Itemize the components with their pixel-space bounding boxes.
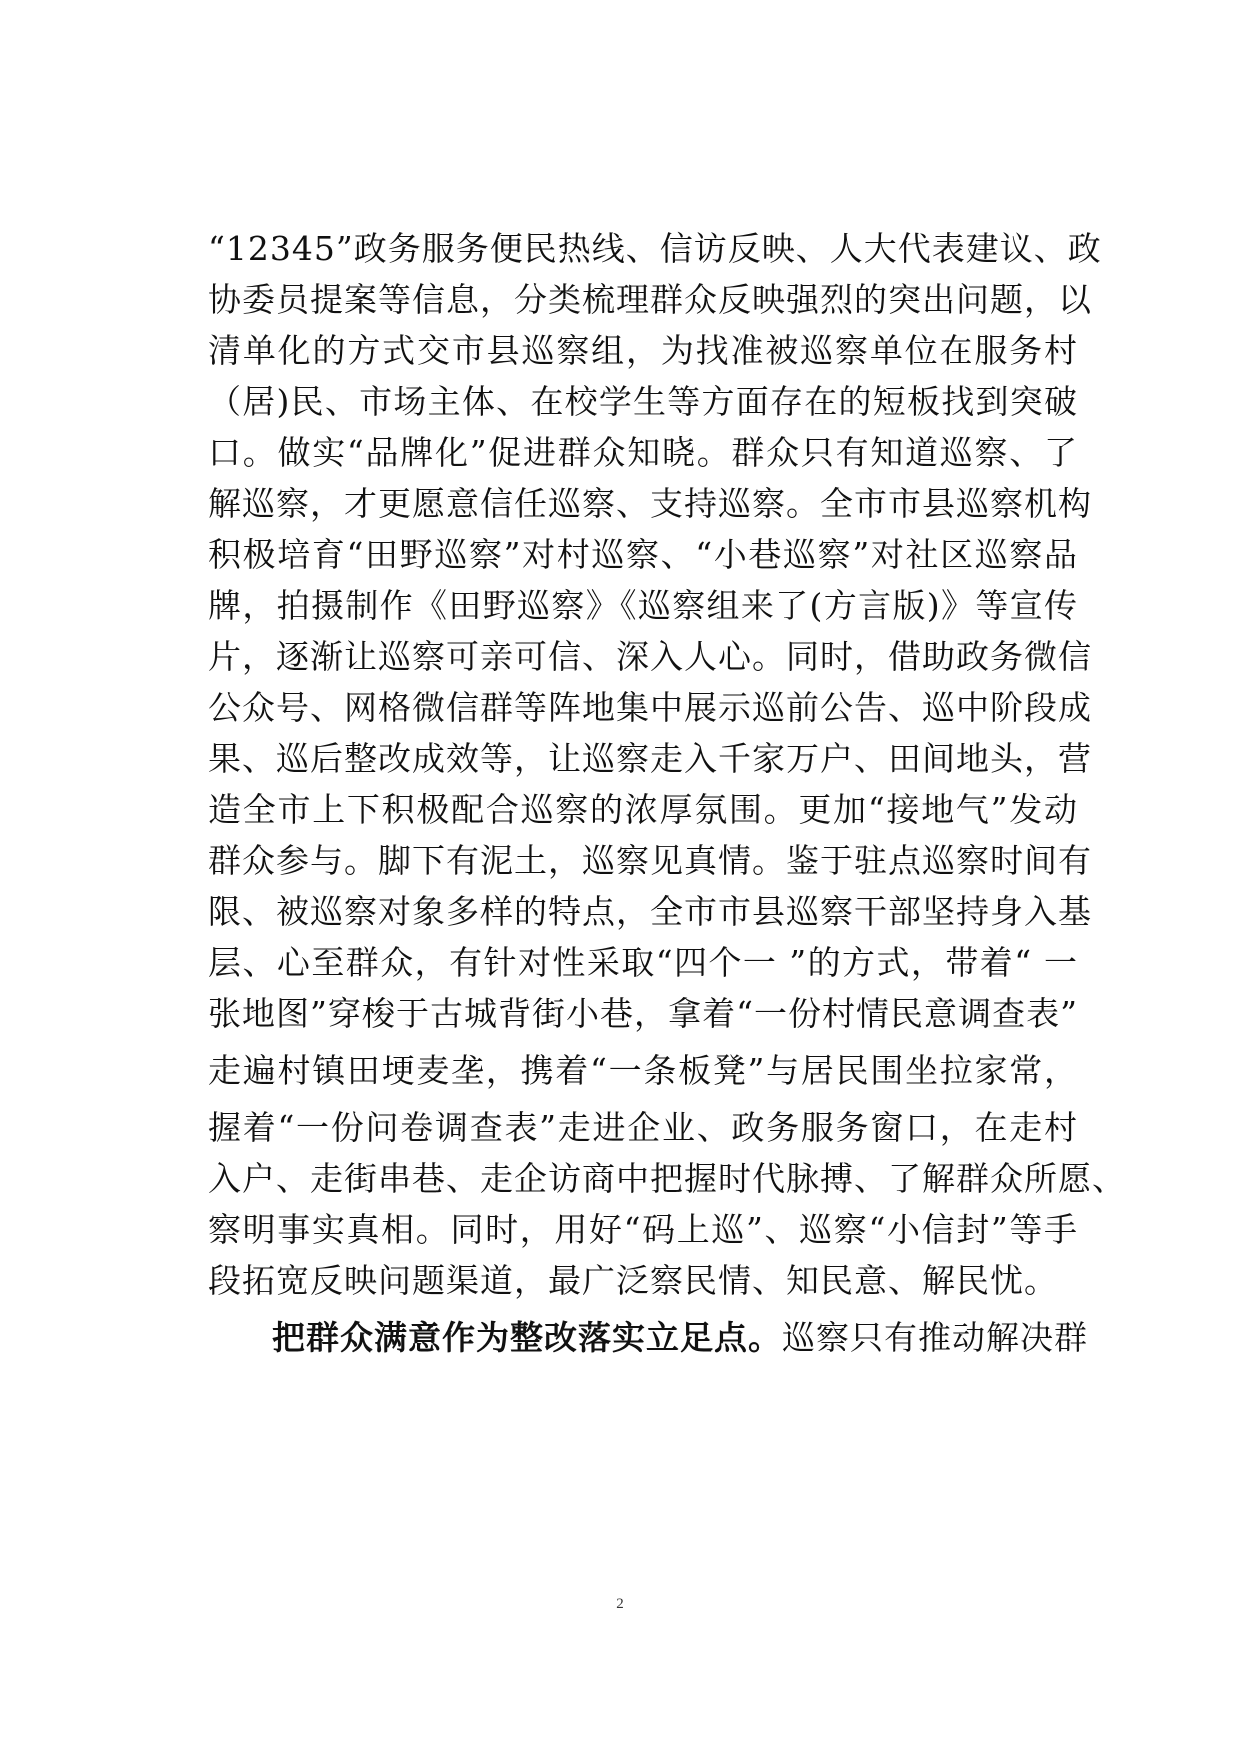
- text-line: 口。做实“品牌化”促进群众知晓。群众只有知道巡察、了: [208, 433, 1078, 472]
- text-line: 握着“一份问卷调查表”走进企业、政务服务窗口，在走村: [208, 1108, 1078, 1147]
- text-line: 张地图”穿梭于古城背街小巷，拿着“一份村情民意调查表”: [208, 994, 1078, 1033]
- text-line: 果、巡后整改成效等，让巡察走入千家万户、田间地头，营: [208, 739, 1092, 778]
- text-line: 积极培育“田野巡察”对村巡察、“小巷巡察”对社区巡察品: [208, 535, 1078, 574]
- text-line: 清单化的方式交市县巡察组，为找准被巡察单位在服务村: [208, 331, 1078, 370]
- text-line: 段拓宽反映问题渠道，最广泛察民情、知民意、解民忧。: [208, 1261, 1058, 1300]
- text-line: 群众参与。脚下有泥土，巡察见真情。鉴于驻点巡察时间有: [208, 841, 1092, 880]
- page-number: 2: [616, 1596, 624, 1612]
- text-line: 造全市上下积极配合巡察的浓厚氛围。更加“接地气”发动: [208, 790, 1078, 829]
- text-line: 限、被巡察对象多样的特点，全市市县巡察干部坚持身入基: [208, 892, 1092, 931]
- body-text: [208, 223, 1126, 1363]
- text-line: 走遍村镇田埂麦垄，携着“一条板凳”与居民围坐拉家常，: [208, 1051, 1078, 1090]
- text-line: 层、心至群众，有针对性采取“四个一 ”的方式，带着“ 一: [208, 943, 1078, 982]
- text-line: “12345”政务服务便民热线、信访反映、人大代表建议、政: [208, 229, 1102, 268]
- text-line: （居)民、市场主体、在校学生等方面存在的短板找到突破: [208, 382, 1078, 421]
- text-line: 牌，拍摄制作《田野巡察》《巡察组来了(方言版)》等宣传: [208, 586, 1078, 625]
- paragraph-text: 巡察只有推动解决群: [782, 1318, 1088, 1357]
- text-line: 解巡察，才更愿意信任巡察、支持巡察。全市市县巡察机构: [208, 484, 1092, 523]
- text-line: 公众号、网格微信群等阵地集中展示巡前公告、巡中阶段成: [208, 688, 1092, 727]
- text-line: 察明事实真相。同时，用好“码上巡”、巡察“小信封”等手: [208, 1210, 1078, 1249]
- text-line: 协委员提案等信息，分类梳理群众反映强烈的突出问题，以: [208, 280, 1092, 319]
- text-line: 片，逐渐让巡察可亲可信、深入人心。同时，借助政务微信: [208, 637, 1092, 676]
- text-line: 入户、走街串巷、走企访商中把握时代脉搏、了解群众所愿、: [208, 1159, 1126, 1198]
- paragraph-start-line: [208, 1312, 1088, 1363]
- bold-heading: 把群众满意作为整改落实立足点。: [272, 1318, 782, 1357]
